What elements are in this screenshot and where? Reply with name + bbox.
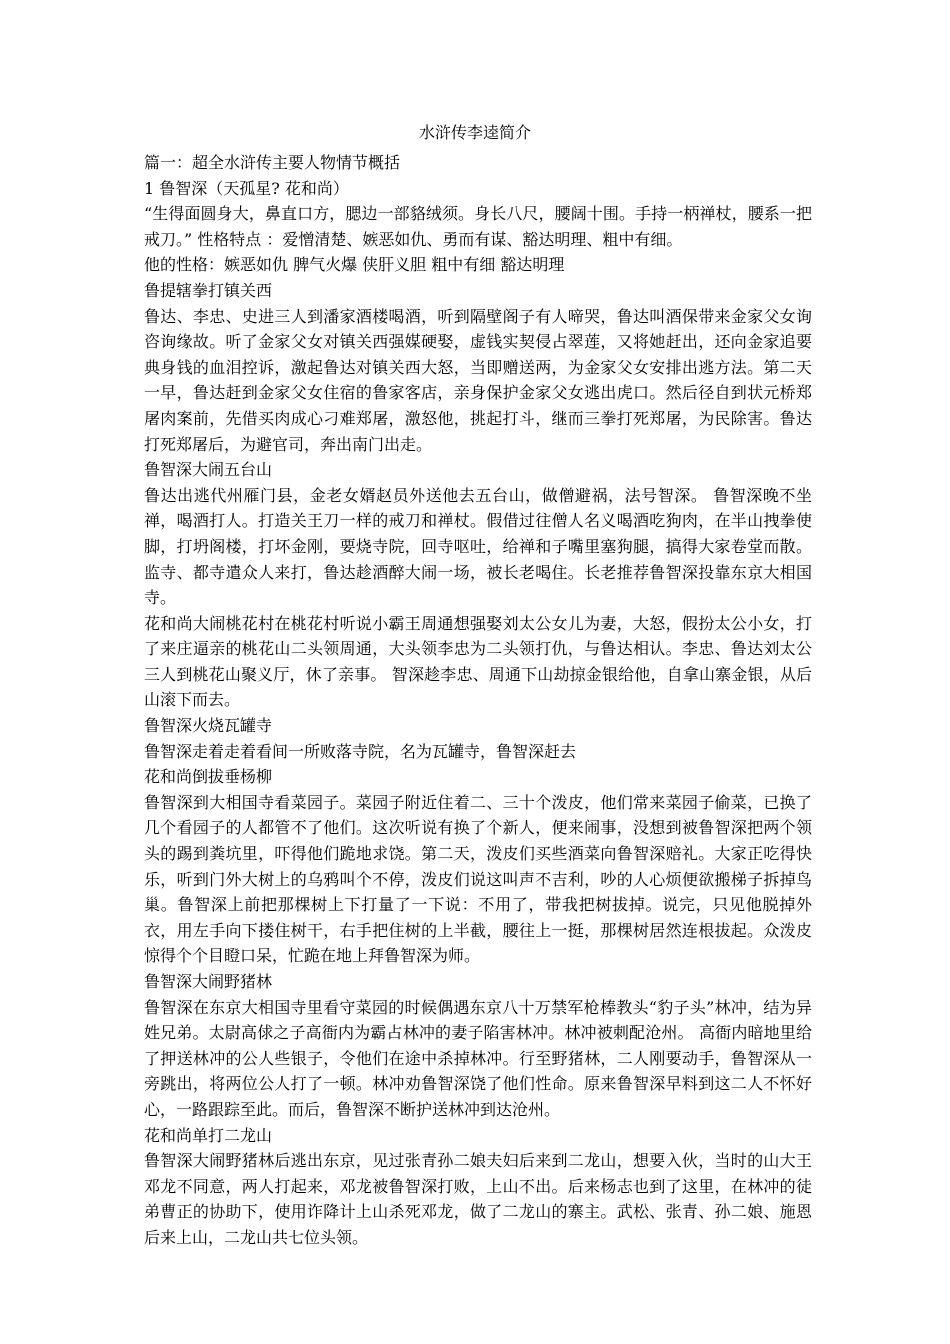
document-title: 水浒传李逵简介 — [418, 123, 531, 142]
paragraph: 鲁智深大闹野猪林后逃出东京，见过张青孙二娘夫妇后来到二龙山，想要入伙，当时的山大王邓龙不同意，两人打起来，邓龙被鲁智深打败，上山不出。后来杨志也到了这里，在林冲的徒弟曹正的协助下，使用诈降计上山杀死邓龙，做了二龙山的寨主。武松、张青、孙二娘、施恩后来上山，二龙山共七位头领。 — [144, 1151, 812, 1247]
episode-heading: 鲁智深大闹野猪林 — [144, 972, 273, 991]
episode-heading: 花和尚倒拔垂杨柳 — [144, 767, 273, 787]
paragraph: 鲁达出逃代州雁门县，金老女婿赵员外送他去五台山，做僧避祸，法号智深。 鲁智深晚不坐禅，喝酒打人。打造关王刀一样的戒刀和禅杖。假借过往僧人名义喝酒吃狗肉，在半山拽拳使脚，打坍阁楼，打坏金刚，要烧寺院，回寺呕吐，给禅和子嘴里塞狗腿，搞得大家卷堂而散。监寺、都寺遣众人来打，鲁达趁酒醉大闹一场，被长老喝住。长老推荐鲁智深投靠东京大相国寺。 — [144, 485, 812, 608]
paragraph: 鲁智深走着走着看间一所败落寺院，名为瓦罐寺，鲁智深赶去 — [144, 741, 577, 761]
section-heading: 篇一：超全水浒传主要人物情节概括 — [144, 153, 401, 172]
paragraph: 鲁智深在东京大相国寺里看守菜园的时候偶遇东京八十万禁军枪棒教头“豹子头”林冲，结为异姓兄弟。太尉高俅之子高衙内为霸占林冲的妻子陷害林冲。林冲被刺配沧州。 高衙内暗地里给了押送林冲的公人些银子，令他们在途中杀掉林冲。行至野猪林，二人刚要动手，鲁智深从一旁跳出，将两位公人打了一顿。林冲劝鲁智深饶了他们性命。原来鲁智深早料到这二人不怀好心，一路跟踪至此。而后，鲁智深不断护送林冲到达沧州。 — [144, 997, 812, 1119]
paragraph: 鲁智深到大相国寺看菜园子。菜园子附近住着二、三十个泼皮，他们常来菜园子偷菜，已换了几个看园子的人都管不了他们。这次听说有换了个新人，便来闹事，没想到被鲁智深把两个领头的踢到粪坑里，吓得他们跪地求饶。第二天，泼皮们买些酒菜向鲁智深赔礼。大家正吃得快乐，听到门外大树上的乌鸦叫个不停，泼皮们说这叫声不吉利，吵的人心烦便欲搬梯子拆掉鸟巢。鲁智深上前把那棵树上下打量了一下说：不用了，带我把树拔掉。说完，只见他脱掉外衣，用左手向下搂住树干，右手把住树的上半截，腰往上一挺，那棵树居然连根拔起。众泼皮惊得个个目瞪口呆，忙跪在地上拜鲁智深为师。 — [144, 792, 812, 966]
paragraph: 他的性格：嫉恶如仇 脾气火爆 侠肝义胆 粗中有细 豁达明理 — [144, 255, 565, 275]
paragraph: “生得面圆身大，鼻直口方，腮边一部貉绒须。身长八尺，腰阔十围。手持一柄禅杖，腰系一把戒刀。” 性格特点 ：爱憎清楚、嫉恶如仇、勇而有谋、豁达明理、粗中有细。 — [144, 204, 812, 249]
episode-heading: 花和尚单打二龙山 — [144, 1125, 273, 1145]
episode-heading: 鲁提辖拳打镇关西 — [144, 280, 273, 300]
character-heading: 1 鲁智深（天孤星? 花和尚） — [144, 178, 349, 198]
episode-heading: 鲁智深火烧瓦罐寺 — [144, 716, 273, 736]
document-body — [144, 150, 812, 1251]
paragraph: 花和尚大闹桃花村在桃花村听说小霸王周通想强娶刘太公女儿为妻，大怒，假扮太公小女，打了来庄逼亲的桃花山二头领周通，大头领李忠为二头领打仇，与鲁达相认。李忠、鲁达刘太公三人到桃花山聚义厅，休了亲事。 智深趁李忠、周通下山劫掠金银给他，自拿山寨金银，从后山滚下而去。 — [144, 613, 812, 710]
paragraph: 鲁达、李忠、史进三人到潘家酒楼喝酒，听到隔壁阁子有人啼哭，鲁达叫酒保带来金家父女询咨询缘故。听了金家父女对镇关西强媒硬娶，虚钱实契侵占翠莲，又将她赶出，还向金家追要典身钱的血泪控诉，激起鲁达对镇关西大怒，当即赠送两，为金家父女安排出逃方法。第二天一早，鲁达赶到金家父女住宿的鲁家客店，亲身保护金家父女逃出虎口。然后径自到状元桥郑屠肉案前，先借买肉成心刁难郑屠，激怒他，挑起打斗，继而三拳打死郑屠，为民除害。鲁达打死郑屠后，为避官司，奔出南门出走。 — [144, 306, 812, 454]
episode-heading: 鲁智深大闹五台山 — [144, 460, 273, 480]
